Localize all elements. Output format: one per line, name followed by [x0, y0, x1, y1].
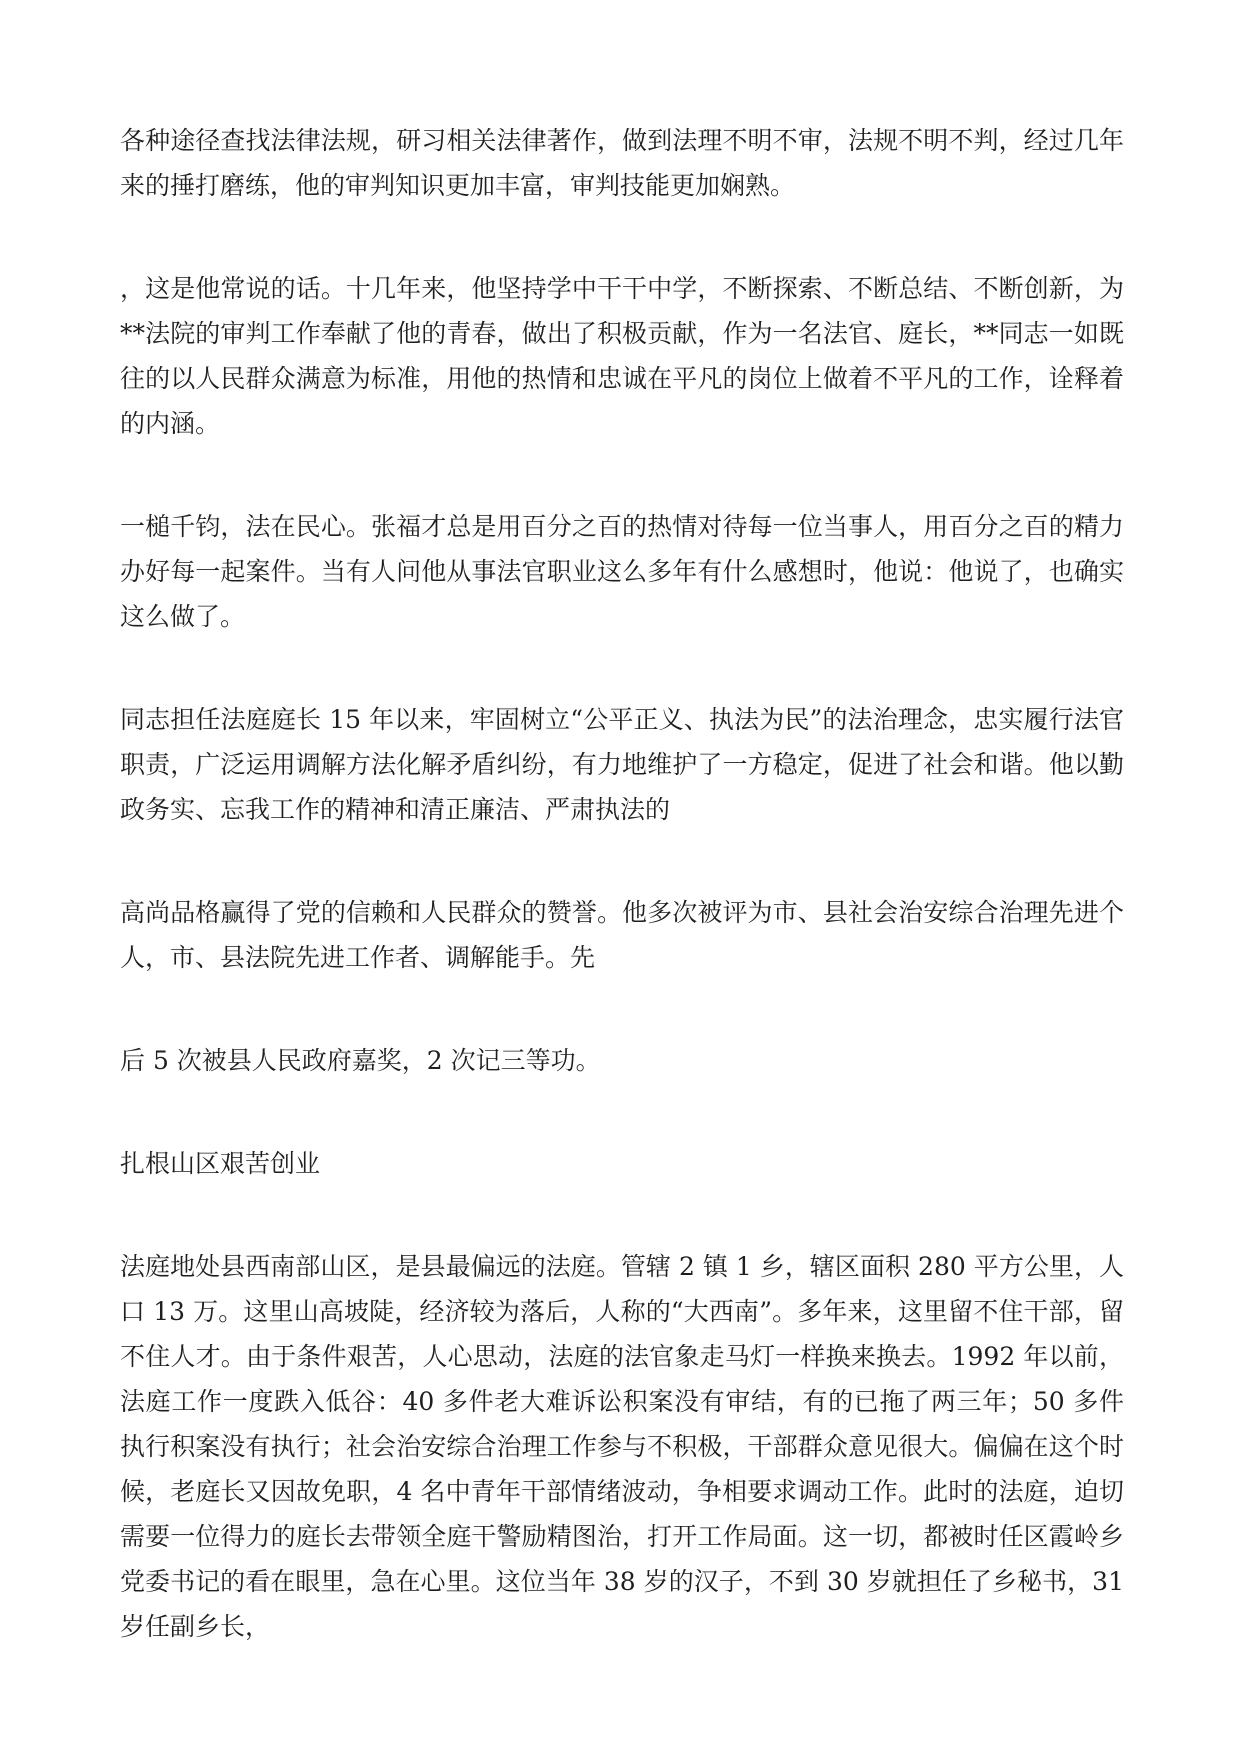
- paragraph-7: 法庭地处县西南部山区，是县最偏远的法庭。管辖 2 镇 1 乡，辖区面积 280 平方公里，人口 13 万。这里山高坡陡，经济较为落后，人称的“大西南”。多年来，这里留不住干部，留不住人才。由于条件艰苦，人心思动，法庭的法官象走马灯一样换来换去。1992 年以前，法庭工作一度跌入低谷：40 多件老大难诉讼积案没有审结，有的已拖了两三年；50 多件执行积案没有执行；社会治安综合治理工作参与不积极，干部群众意见很大。偏偏在这个时候，老庭长又因故免职，4 名中青年干部情绪波动，争相要求调动工作。此时的法庭，迫切需要一位得力的庭长去带领全庭干警励精图治，打开工作局面。这一切，都被时任区霞岭乡党委书记的看在眼里，急在心里。这位当年 38 岁的汉子，不到 30 岁就担任了乡秘书，31 岁任副乡长，: [120, 1252, 1124, 1641]
- section-heading: 扎根山区艰苦创业: [120, 1149, 321, 1178]
- paragraph-5: 高尚品格赢得了党的信赖和人民群众的赞誉。他多次被评为市、县社会治安综合治理先进个人，市、县法院先进工作者、调解能手。先: [120, 898, 1124, 972]
- paragraph-1: 各种途径查找法律法规，研习相关法律著作，做到法理不明不审，法规不明不判，经过几年来的捶打磨练，他的审判知识更加丰富，审判技能更加娴熟。: [120, 126, 1124, 200]
- paragraph-6: 后 5 次被县人民政府嘉奖，2 次记三等功。: [120, 1046, 601, 1075]
- paragraph-3: 一槌千钧，法在民心。张福才总是用百分之百的热情对待每一位当事人，用百分之百的精力办好每一起案件。当有人问他从事法官职业这么多年有什么感想时，他说：他说了，也确实这么做了。: [120, 512, 1124, 631]
- paragraph-2: ，这是他常说的话。十几年来，他坚持学中干干中学，不断探索、不断总结、不断创新，为**法院的审判工作奉献了他的青春，做出了积极贡献，作为一名法官、庭长，**同志一如既往的以人民群众满意为标准，用他的热情和忠诚在平凡的岗位上做着不平凡的工作，诠释着的内涵。: [120, 274, 1124, 438]
- paragraph-4: 同志担任法庭庭长 15 年以来，牢固树立“公平正义、执法为民”的法治理念，忠实履行法官职责，广泛运用调解方法化解矛盾纠纷，有力地维护了一方稳定，促进了社会和谐。他以勤政务实、忘我工作的精神和清正廉洁、严肃执法的: [120, 705, 1124, 824]
- document-body: [120, 118, 1124, 1649]
